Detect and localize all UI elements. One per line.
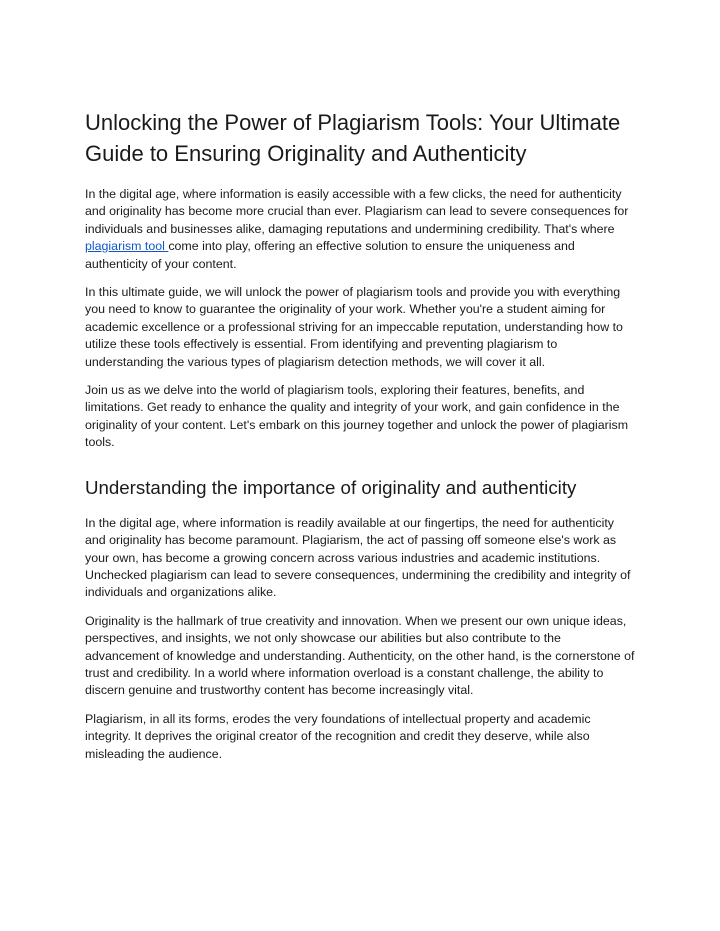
intro-paragraph-1 (85, 186, 637, 273)
section-paragraph-1: In the digital age, where information is readily available at our fingertips, the need for authenticity and originality has become paramount. Plagiarism, the act of passing off someone else's work as your own, has become a growing concern across various industries and academic institutions. Unchecked plagiarism can lead to severe consequences, undermining the credibility and integrity of individuals and organizations alike. (85, 515, 631, 600)
section-paragraph-3: Plagiarism, in all its forms, erodes the very foundations of intellectual property and academic integrity. It deprives the original creator of the recognition and credit they deserve, while also misleading the audience. (85, 711, 591, 761)
plagiarism-tool-link[interactable]: plagiarism tool (85, 239, 169, 254)
document-page (85, 108, 637, 774)
intro-paragraph-1-text-b: come into play, offering an effective solution to ensure the uniqueness and authenticity of your content. (85, 239, 575, 271)
intro-paragraph-1-text-a: In the digital age, where information is easily accessible with a few clicks, the need for authenticity and originality has become more crucial than ever. Plagiarism can lead to severe consequences for individuals and businesses alike, damaging reputations and undermining credibility. That's where (85, 187, 629, 236)
section-heading-importance: Understanding the importance of originality and authenticity (85, 476, 577, 498)
intro-paragraph-3: Join us as we delve into the world of plagiarism tools, exploring their features, benefits, and limitations. Get ready to enhance the quality and integrity of your work, and gain confidence in the originality of your content. Let's embark on this journey together and unlock the power of plagiarism tools. (85, 383, 629, 450)
intro-paragraph-2: In this ultimate guide, we will unlock the power of plagiarism tools and provide you with everything you need to know to guarantee the originality of your work. Whether you're a student aiming for academic excellence or a professional striving for an impeccable reputation, understanding how to utilize these tools effectively is essential. From identifying and preventing plagiarism to understanding the various types of plagiarism detection methods, we will cover it all. (85, 285, 623, 369)
document-title: Unlocking the Power of Plagiarism Tools: Your Ultimate Guide to Ensuring Originality and Authenticity (85, 110, 621, 166)
section-paragraph-2: Originality is the hallmark of true creativity and innovation. When we present our own unique ideas, perspectives, and insights, we not only showcase our abilities but also contribute to the advancement of knowledge and understanding. Authenticity, on the other hand, is the cornerstone of trust and credibility. In a world where information overload is a constant challenge, the ability to discern genuine and trustworthy content has become increasingly vital. (85, 613, 635, 698)
